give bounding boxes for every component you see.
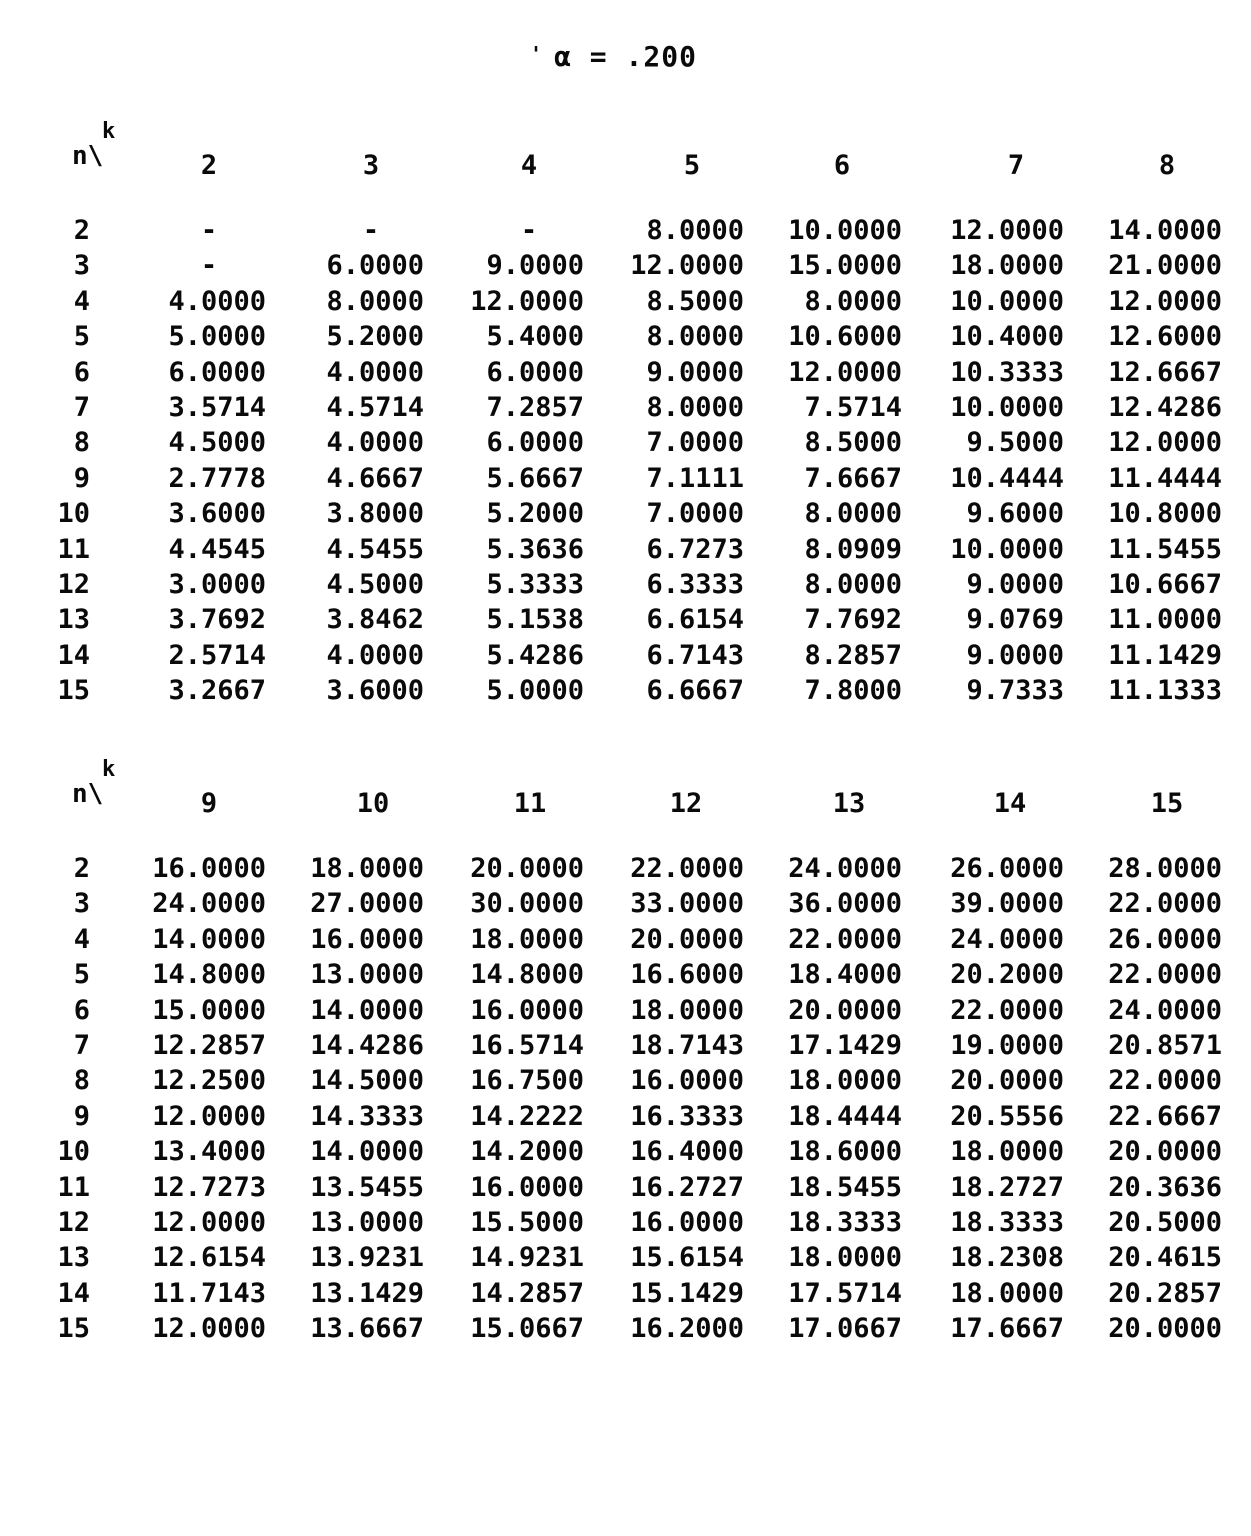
row-label: 2 <box>73 853 90 884</box>
table-cell: 11.5455 <box>1108 533 1222 565</box>
table-cell: 16.0000 <box>470 1171 584 1203</box>
row-label: 8 <box>73 1065 90 1097</box>
table-cell: 22.0000 <box>1108 959 1222 991</box>
table-cell: 8.0000 <box>646 215 744 246</box>
table-cell: 14.9231 <box>470 1242 584 1274</box>
table-cell: 8.5000 <box>646 285 744 317</box>
table-cell: 20.0000 <box>788 994 902 1026</box>
table-cell: 13.0000 <box>310 1206 424 1238</box>
column-axis-label: k <box>102 119 116 144</box>
table-cell: 9.0000 <box>966 568 1064 600</box>
table-cell: 16.3333 <box>630 1100 744 1132</box>
table-cell: 4.0000 <box>326 639 424 671</box>
table-cell: 20.8571 <box>1108 1029 1222 1061</box>
table-cell: 3.0000 <box>168 568 266 600</box>
table-cell: 4.0000 <box>168 285 266 317</box>
value-table-2 <box>0 757 1251 1348</box>
table-row <box>0 1172 1251 1207</box>
table-cell: 14.0000 <box>310 994 424 1026</box>
table-cell: 8.0000 <box>646 321 744 353</box>
table-cell: 14.8000 <box>152 959 266 991</box>
table-cell: 7.5714 <box>804 391 902 423</box>
table-cell: 8.0000 <box>326 285 424 317</box>
table-cell: 13.9231 <box>310 1242 424 1274</box>
table-cell: 5.1538 <box>486 604 584 636</box>
table-cell: 10.6000 <box>788 321 902 353</box>
row-label: 5 <box>73 959 90 991</box>
row-label: 10 <box>57 498 90 530</box>
table-cell: 16.0000 <box>630 1065 744 1097</box>
column-header: 10 <box>356 788 390 819</box>
table-cell: 2.5714 <box>168 639 266 671</box>
table-row <box>0 1313 1251 1348</box>
table-row <box>0 215 1251 250</box>
table-cell: 8.0909 <box>804 533 902 565</box>
table-cell: 13.0000 <box>310 959 424 991</box>
table-cell: 12.6154 <box>152 1242 266 1274</box>
table-cell: 10.4444 <box>950 462 1064 494</box>
column-header: 14 <box>993 788 1027 819</box>
table-cell: 4.5714 <box>326 391 424 423</box>
table-cell: 24.0000 <box>152 888 266 920</box>
column-header: 3 <box>362 150 380 181</box>
table-cell: 12.0000 <box>788 356 902 388</box>
table-cell: 18.2727 <box>950 1171 1064 1203</box>
table-cell: 12.2500 <box>152 1065 266 1097</box>
row-label: 13 <box>57 1242 90 1274</box>
table-cell: 28.0000 <box>1108 853 1222 884</box>
table-cell: 10.8000 <box>1108 498 1222 530</box>
table-cell: 30.0000 <box>470 888 584 920</box>
table-cell: 17.6667 <box>950 1313 1064 1345</box>
table-cell: 5.4286 <box>486 639 584 671</box>
table-cell: 24.0000 <box>788 853 902 884</box>
table-cell: 3.8462 <box>326 604 424 636</box>
table-row <box>0 1278 1251 1313</box>
table-cell: 10.3333 <box>950 356 1064 388</box>
table-cell: 15.1429 <box>630 1277 744 1309</box>
table-cell: 5.4000 <box>486 321 584 353</box>
table-cell: 20.0000 <box>1108 1136 1222 1168</box>
table-cell: 4.5000 <box>326 568 424 600</box>
table-cell: 17.1429 <box>788 1029 902 1061</box>
table-row <box>0 286 1251 321</box>
table-cell: 20.4615 <box>1108 1242 1222 1274</box>
column-header: 15 <box>1150 788 1184 819</box>
table-cell: 11.1429 <box>1108 639 1222 671</box>
table-row <box>0 357 1251 392</box>
table-cell: 5.2000 <box>326 321 424 353</box>
table-cell: 20.5556 <box>950 1100 1064 1132</box>
table-cell: 18.3333 <box>950 1206 1064 1238</box>
table-cell: 12.2857 <box>152 1029 266 1061</box>
table-cell: 18.2308 <box>950 1242 1064 1274</box>
table-cell: 18.0000 <box>310 853 424 884</box>
table-cell: 18.5455 <box>788 1171 902 1203</box>
table-cell: 16.0000 <box>630 1206 744 1238</box>
table-cell: 21.0000 <box>1108 250 1222 282</box>
table-cell: 13.5455 <box>310 1171 424 1203</box>
row-label: 11 <box>57 1171 90 1203</box>
table-cell: 7.2857 <box>486 391 584 423</box>
table-cell: 4.4545 <box>168 533 266 565</box>
table-cell: 14.0000 <box>1108 215 1222 246</box>
table-row <box>0 321 1251 356</box>
row-label: 14 <box>57 1277 90 1309</box>
table-cell: 14.2000 <box>470 1136 584 1168</box>
table-row <box>0 1101 1251 1136</box>
table-cell: 12.6667 <box>1108 356 1222 388</box>
table-cell: 14.2857 <box>470 1277 584 1309</box>
table-row <box>0 995 1251 1030</box>
table-row <box>0 924 1251 959</box>
table-row <box>0 675 1251 710</box>
table-cell: 12.4286 <box>1108 391 1222 423</box>
table-cell: 7.1111 <box>646 462 744 494</box>
table-cell: 22.0000 <box>1108 1065 1222 1097</box>
table-cell: 9.0000 <box>646 356 744 388</box>
table-cell: 15.6154 <box>630 1242 744 1274</box>
table-cell: 2.7778 <box>168 462 266 494</box>
table-cell: 24.0000 <box>1108 994 1222 1026</box>
table-cell: - <box>362 215 380 246</box>
table-cell: 9.6000 <box>966 498 1064 530</box>
table-cell: 15.0667 <box>470 1313 584 1345</box>
table-row <box>0 604 1251 639</box>
table-cell: 3.6000 <box>326 675 424 707</box>
table-cell: 33.0000 <box>630 888 744 920</box>
row-axis-label: n\ <box>72 779 104 809</box>
table-cell: 12.0000 <box>152 1206 266 1238</box>
row-label: 4 <box>73 285 90 317</box>
table-cell: 5.6667 <box>486 462 584 494</box>
table-cell: 18.0000 <box>950 1136 1064 1168</box>
alpha-label: α = .200 <box>554 40 697 73</box>
table-cell: 16.4000 <box>630 1136 744 1168</box>
table-cell: 26.0000 <box>1108 923 1222 955</box>
column-header: 6 <box>833 150 851 181</box>
table-cell: - <box>200 250 218 282</box>
table-cell: 4.0000 <box>326 356 424 388</box>
table-cell: 16.7500 <box>470 1065 584 1097</box>
table-cell: 10.0000 <box>950 533 1064 565</box>
table-cell: 4.5000 <box>168 427 266 459</box>
table-cell: 12.6000 <box>1108 321 1222 353</box>
table-cell: 6.0000 <box>486 427 584 459</box>
table-cell: 26.0000 <box>950 853 1064 884</box>
table-cell: 16.0000 <box>152 853 266 884</box>
table-row <box>0 427 1251 462</box>
table-cell: 11.7143 <box>152 1277 266 1309</box>
table-cell: 15.0000 <box>788 250 902 282</box>
table-cell: 18.6000 <box>788 1136 902 1168</box>
row-label: 6 <box>73 356 90 388</box>
table-cell: 5.0000 <box>486 675 584 707</box>
table-cell: - <box>520 215 538 246</box>
table-row <box>0 1207 1251 1242</box>
row-label: 12 <box>57 568 90 600</box>
row-label: 3 <box>73 250 90 282</box>
table-cell: 10.0000 <box>950 391 1064 423</box>
row-label: 6 <box>73 994 90 1026</box>
table-cell: 13.4000 <box>152 1136 266 1168</box>
table-cell: 16.0000 <box>310 923 424 955</box>
table-cell: 20.2857 <box>1108 1277 1222 1309</box>
table-cell: 16.0000 <box>470 994 584 1026</box>
table-cell: 8.0000 <box>804 285 902 317</box>
table-cell: 20.5000 <box>1108 1206 1222 1238</box>
table-cell: 9.0769 <box>966 604 1064 636</box>
table-cell: 13.6667 <box>310 1313 424 1345</box>
table-cell: 22.6667 <box>1108 1100 1222 1132</box>
table-row <box>0 569 1251 604</box>
table-cell: 6.3333 <box>646 568 744 600</box>
corner-label <box>72 757 116 809</box>
table-row <box>0 498 1251 533</box>
table-cell: 6.6154 <box>646 604 744 636</box>
alpha-heading <box>0 40 1251 73</box>
table-row <box>0 1030 1251 1065</box>
table-cell: 16.5714 <box>470 1029 584 1061</box>
table-cell: 24.0000 <box>950 923 1064 955</box>
table-row <box>0 853 1251 888</box>
stray-mark: ' <box>530 42 544 66</box>
table-cell: 3.5714 <box>168 391 266 423</box>
table-cell: 39.0000 <box>950 888 1064 920</box>
column-header: 4 <box>520 150 538 181</box>
table-cell: 20.0000 <box>1108 1313 1222 1345</box>
table-cell: 9.0000 <box>486 250 584 282</box>
table-cell: 12.0000 <box>152 1313 266 1345</box>
table-cell: 5.3333 <box>486 568 584 600</box>
table-cell: 8.0000 <box>804 498 902 530</box>
table-cell: 3.6000 <box>168 498 266 530</box>
table-row <box>0 959 1251 994</box>
table-cell: 22.0000 <box>630 853 744 884</box>
corner-label <box>72 119 116 171</box>
table-row <box>0 888 1251 923</box>
table-cell: 6.7143 <box>646 639 744 671</box>
row-label: 15 <box>57 675 90 707</box>
column-axis-label: k <box>102 757 116 782</box>
table-cell: 6.7273 <box>646 533 744 565</box>
table-cell: 18.0000 <box>470 923 584 955</box>
column-header: 9 <box>200 788 218 819</box>
column-header: 11 <box>513 788 547 819</box>
table-cell: 8.5000 <box>804 427 902 459</box>
row-label: 4 <box>73 923 90 955</box>
table-cell: 6.6667 <box>646 675 744 707</box>
table-cell: 12.0000 <box>630 250 744 282</box>
table-cell: 11.1333 <box>1108 675 1222 707</box>
table-cell: - <box>200 215 218 246</box>
table-cell: 5.3636 <box>486 533 584 565</box>
table-cell: 9.7333 <box>966 675 1064 707</box>
table-cell: 18.4000 <box>788 959 902 991</box>
table-cell: 20.2000 <box>950 959 1064 991</box>
table-cell: 18.0000 <box>788 1242 902 1274</box>
row-label: 14 <box>57 639 90 671</box>
table-cell: 7.0000 <box>646 427 744 459</box>
table-cell: 14.5000 <box>310 1065 424 1097</box>
table-cell: 14.0000 <box>310 1136 424 1168</box>
column-header: 13 <box>832 788 866 819</box>
table-cell: 19.0000 <box>950 1029 1064 1061</box>
table-cell: 5.2000 <box>486 498 584 530</box>
table-cell: 6.0000 <box>168 356 266 388</box>
row-label: 5 <box>73 321 90 353</box>
table-cell: 11.4444 <box>1108 462 1222 494</box>
row-label: 9 <box>73 1100 90 1132</box>
table-cell: 8.0000 <box>804 568 902 600</box>
row-label: 8 <box>73 427 90 459</box>
table-cell: 4.6667 <box>326 462 424 494</box>
table-cell: 8.0000 <box>646 391 744 423</box>
table-cell: 14.2222 <box>470 1100 584 1132</box>
table-cell: 7.6667 <box>804 462 902 494</box>
table-cell: 3.8000 <box>326 498 424 530</box>
table-cell: 17.5714 <box>788 1277 902 1309</box>
column-header: 7 <box>1007 150 1025 181</box>
column-header: 2 <box>200 150 218 181</box>
row-label: 11 <box>57 533 90 565</box>
table-row <box>0 534 1251 569</box>
table-cell: 10.6667 <box>1108 568 1222 600</box>
table-cell: 18.0000 <box>950 1277 1064 1309</box>
table-cell: 12.7273 <box>152 1171 266 1203</box>
table-cell: 14.8000 <box>470 959 584 991</box>
row-label: 7 <box>73 391 90 423</box>
table-cell: 10.0000 <box>950 285 1064 317</box>
table-cell: 10.0000 <box>788 215 902 246</box>
table-cell: 15.5000 <box>470 1206 584 1238</box>
table-cell: 14.0000 <box>152 923 266 955</box>
table-row <box>0 463 1251 498</box>
table-cell: 20.3636 <box>1108 1171 1222 1203</box>
table-cell: 18.7143 <box>630 1029 744 1061</box>
table-cell: 6.0000 <box>326 250 424 282</box>
row-label: 3 <box>73 888 90 920</box>
row-label: 2 <box>73 215 90 246</box>
table-cell: 3.2667 <box>168 675 266 707</box>
table-cell: 18.0000 <box>950 250 1064 282</box>
column-header: 5 <box>683 150 701 181</box>
row-axis-label: n\ <box>72 141 104 171</box>
table-cell: 9.5000 <box>966 427 1064 459</box>
table-cell: 15.0000 <box>152 994 266 1026</box>
table-cell: 14.3333 <box>310 1100 424 1132</box>
table-cell: 9.0000 <box>966 639 1064 671</box>
table-row <box>0 250 1251 285</box>
table-cell: 27.0000 <box>310 888 424 920</box>
table-cell: 16.6000 <box>630 959 744 991</box>
table-cell: 12.0000 <box>1108 427 1222 459</box>
table-cell: 12.0000 <box>152 1100 266 1132</box>
table-cell: 36.0000 <box>788 888 902 920</box>
row-label: 13 <box>57 604 90 636</box>
table-row <box>0 392 1251 427</box>
table-row <box>0 640 1251 675</box>
row-label: 12 <box>57 1206 90 1238</box>
table-row <box>0 1065 1251 1100</box>
table-cell: 22.0000 <box>950 994 1064 1026</box>
table-cell: 8.2857 <box>804 639 902 671</box>
table-row <box>0 1242 1251 1277</box>
table-cell: 7.0000 <box>646 498 744 530</box>
table-cell: 20.0000 <box>630 923 744 955</box>
header-row <box>0 119 1251 185</box>
table-cell: 22.0000 <box>788 923 902 955</box>
table-cell: 5.0000 <box>168 321 266 353</box>
table-cell: 20.0000 <box>470 853 584 884</box>
column-header: 12 <box>669 788 703 819</box>
table-cell: 12.0000 <box>950 215 1064 246</box>
table-cell: 6.0000 <box>486 356 584 388</box>
table-cell: 7.7692 <box>804 604 902 636</box>
table-cell: 12.0000 <box>1108 285 1222 317</box>
table-cell: 18.3333 <box>788 1206 902 1238</box>
table-cell: 18.0000 <box>630 994 744 1026</box>
table-cell: 4.0000 <box>326 427 424 459</box>
column-header: 8 <box>1158 150 1176 181</box>
table-cell: 16.2000 <box>630 1313 744 1345</box>
row-label: 7 <box>73 1029 90 1061</box>
table-cell: 3.7692 <box>168 604 266 636</box>
table-cell: 11.0000 <box>1108 604 1222 636</box>
table-cell: 20.0000 <box>950 1065 1064 1097</box>
value-table-1 <box>0 119 1251 710</box>
table-cell: 13.1429 <box>310 1277 424 1309</box>
table-row <box>0 1136 1251 1171</box>
table-cell: 16.2727 <box>630 1171 744 1203</box>
table-cell: 17.0667 <box>788 1313 902 1345</box>
table-cell: 7.8000 <box>804 675 902 707</box>
table-cell: 12.0000 <box>470 285 584 317</box>
row-label: 10 <box>57 1136 90 1168</box>
table-cell: 10.4000 <box>950 321 1064 353</box>
row-label: 9 <box>73 462 90 494</box>
table-cell: 18.4444 <box>788 1100 902 1132</box>
table-cell: 14.4286 <box>310 1029 424 1061</box>
table-cell: 4.5455 <box>326 533 424 565</box>
header-row <box>0 757 1251 823</box>
row-label: 15 <box>57 1313 90 1345</box>
table-cell: 22.0000 <box>1108 888 1222 920</box>
table-cell: 18.0000 <box>788 1065 902 1097</box>
